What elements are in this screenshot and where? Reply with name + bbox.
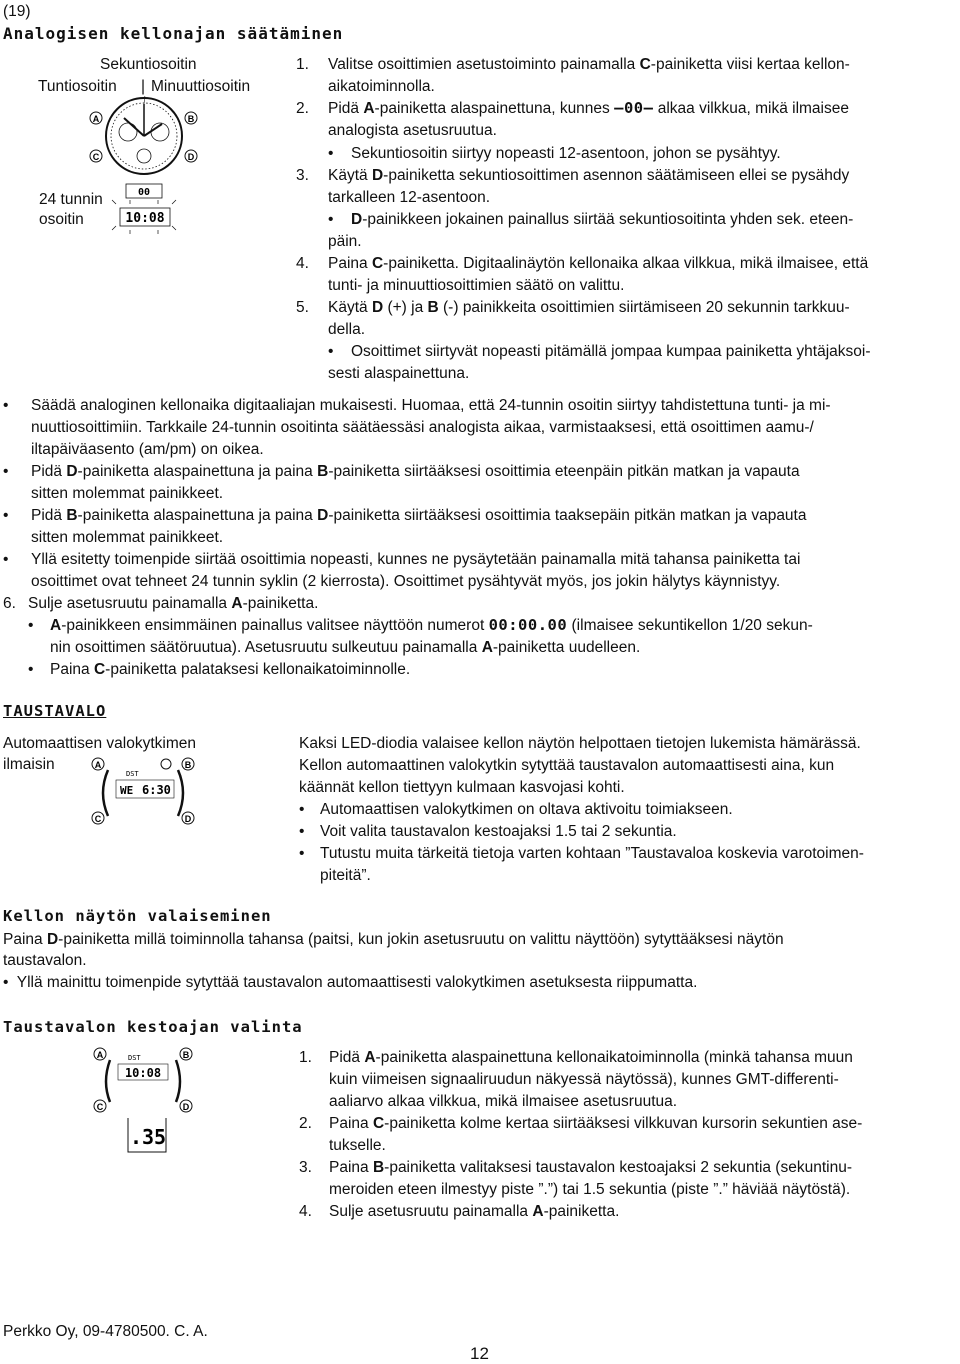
page-ref: (19) (3, 3, 31, 20)
fig3-dst: DST (128, 1054, 141, 1062)
illumination-line-1: Paina D-painiketta millä toiminnolla tahansa (paitsi, kun jokin asetusruutu on valittu näyttöön) sytyttääksesi näytön (3, 931, 784, 948)
illumination-line-2: taustavalon. (3, 952, 87, 969)
fig3-seconds: .35 (129, 1125, 167, 1149)
label-separator: | (141, 78, 146, 95)
section-title-illumination: Kellon näytön valaiseminen (3, 907, 272, 925)
fig2-display: 6:30 (142, 783, 171, 797)
fig2-button-d-icon: D (184, 814, 192, 824)
button-d-icon: D (187, 152, 195, 162)
fig3-button-c-icon: C (96, 1102, 104, 1112)
watch-illustration-analog (86, 96, 206, 266)
label-minute-hand: Minuuttiosoitin (151, 78, 251, 95)
fig2-dst: DST (126, 770, 139, 778)
fig3-button-d-icon: D (182, 1102, 190, 1112)
backlight-paragraph-line: Kellon automaattinen valokytkin sytyttää taustavalon automaattisesti aina, kun (299, 757, 835, 774)
fig3-display: 10:08 (124, 1066, 162, 1080)
fig3-button-b-icon: B (182, 1050, 190, 1060)
label-hour-hand: Tuntiosoitin (38, 78, 117, 95)
footer-page-number: 12 (470, 1344, 489, 1363)
fig2-day: WE (120, 784, 134, 797)
section-title-duration: Taustavalon kestoajan valinta (3, 1018, 303, 1036)
button-c-icon: C (92, 152, 100, 162)
fig2-button-a-icon: A (94, 760, 102, 770)
watch-illustration-duration (88, 1040, 198, 1160)
backlight-paragraph-line: käännät kellon tiettyyn kulmaan kasvojasi kohti. (299, 779, 625, 796)
footer-company: Perkko Oy, 09-4780500. C. A. (3, 1323, 208, 1340)
backlight-paragraph-line: Kaksi LED-diodia valaisee kellon näytön helpottaen tietojen lukemista hämärässä. (299, 735, 861, 752)
label-24h-1: 24 tunnin (39, 191, 103, 208)
label-24h-2: osoitin (39, 211, 84, 228)
fig2-button-c-icon: C (94, 814, 102, 824)
fig2-button-b-icon: B (184, 760, 192, 770)
label-seconds-hand: Sekuntiosoitin (100, 56, 197, 73)
section-title-backlight: TAUSTAVALO (3, 702, 107, 720)
fig2-label-2: ilmaisin (3, 756, 55, 773)
fig1-display: 10:08 (125, 211, 165, 226)
button-b-icon: B (187, 114, 195, 124)
fig2-label-1: Automaattisen valokytkimen (3, 735, 196, 752)
button-a-icon: A (92, 114, 100, 124)
fig1-top-digits: 00 (137, 187, 151, 198)
fig3-button-a-icon: A (96, 1050, 104, 1060)
section-title-analog: Analogisen kellonajan säätäminen (3, 24, 344, 43)
illumination-bullet: • Yllä mainittu toimenpide sytyttää taustavalon automaattisesti valokytkimen asetuksesta riippumatta. (3, 974, 698, 991)
watch-illustration-light-switch (86, 748, 201, 828)
